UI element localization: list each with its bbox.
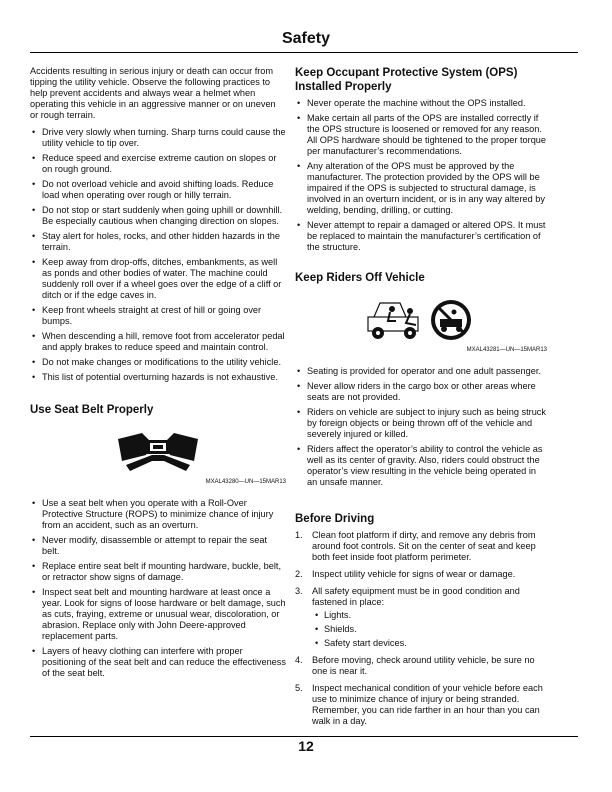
list-item: • Make certain all parts of the OPS are installed correctly if the OPS structure is loosened or removed for any reason. All OPS hardware should be tightened to the proper torque per manufacturer’s recommendations. (295, 113, 547, 157)
seatbelt-illustration (116, 425, 200, 475)
ops-bullet-list (295, 98, 547, 253)
list-item: • Do not overload vehicle and avoid shifting loads. Reduce load when operating over rough or hilly terrain. (30, 179, 286, 201)
riders-heading: Keep Riders Off Vehicle (295, 272, 425, 284)
list-item (295, 586, 547, 649)
list-item: • Riders affect the operator’s ability to control the vehicle as well as its center of gravity. Also, riders could obstruct the operator’s view resulting in the vehicle being operated in an unsafe manner. (295, 444, 547, 488)
list-item: • Any alteration of the OPS must be approved by the manufacturer. The protection provided by the OPS will be impaired if the OPS is subjected to structural damage, is involved in an overturn incident, or is in any way altered by welding, bending, drilling, or cutting. (295, 161, 547, 216)
step-number: 3. (295, 586, 303, 596)
list-item: • Reduce speed and exercise extreme caution on slopes or on rough ground. (30, 153, 286, 175)
step-number: 2. (295, 569, 303, 579)
list-item: • Stay alert for holes, rocks, and other hidden hazards in the terrain. (30, 231, 286, 253)
seatbelt-figure-caption: MXAL43280—UN—15MAR13 (205, 479, 286, 485)
step-text: Before moving, check around utility vehicle, be sure no one is near it. (312, 655, 535, 676)
list-item: • Do not stop or start suddenly when going uphill or downhill. Be especially cautious when changing direction on slopes. (30, 205, 286, 227)
page-title: Safety (281, 30, 331, 47)
step-text: Inspect mechanical condition of your vehicle before each use to minimize chance of injury or being stranded. Remember, you can ride farther in an hour than you can walk in a day. (312, 683, 543, 726)
safety-equipment-list (312, 610, 547, 649)
list-item: • Drive very slowly when turning. Sharp turns could cause the utility vehicle to tip over. (30, 127, 286, 149)
step-text: Inspect utility vehicle for signs of wear or damage. (312, 569, 516, 579)
riders-illustration (366, 297, 476, 343)
list-item: • Riders on vehicle are subject to injury such as being struck by foreign objects or being thrown off of the vehicle and severely injured or killed. (295, 407, 547, 440)
seatbelt-bullet-list (30, 498, 286, 679)
before-driving-steps (295, 530, 547, 727)
before-driving-heading: Before Driving (295, 513, 375, 525)
header-rule (30, 52, 578, 53)
overturn-bullet-list (30, 127, 286, 383)
list-item (295, 530, 547, 563)
list-item: • Use a seat belt when you operate with a Roll-Over Protective Structure (ROPS) to minimize chance of injury from an accident, such as an overturn. (30, 498, 286, 531)
list-item: • Layers of heavy clothing can interfere with proper positioning of the seat belt and can reduce the effectiveness of the seat belt. (30, 646, 286, 679)
list-item (295, 655, 547, 677)
list-item: • Never operate the machine without the OPS installed. (295, 98, 547, 109)
step-number: 4. (295, 655, 303, 665)
seatbelt-heading: Use Seat Belt Properly (30, 404, 154, 416)
footer-rule (30, 736, 578, 737)
right-column (295, 66, 547, 733)
list-item: • Lights. (312, 610, 547, 621)
list-item: • Never modify, disassemble or attempt to repair the seat belt. (30, 535, 286, 557)
riders-figure-caption: MXAL43281—UN—15MAR13 (466, 347, 547, 353)
list-item: • Do not make changes or modifications to the utility vehicle. (30, 357, 286, 368)
list-item: • Inspect seat belt and mounting hardware at least once a year. Look for signs of loose hardware or belt damage, such as cuts, fraying, extreme or unusual wear, discoloration, or abrasion. Replace only with John Deere-approved replacement parts. (30, 587, 286, 642)
list-item (295, 569, 547, 580)
list-item: • Replace entire seat belt if mounting hardware, buckle, belt, or retractor show signs of damage. (30, 561, 286, 583)
step-number: 5. (295, 683, 303, 693)
list-item: • Keep away from drop-offs, ditches, embankments, as well as ponds and other bodies of water. The machine could suddenly roll over if a wheel goes over the edge of a cliff or ditch or if the edge caves in. (30, 257, 286, 301)
list-item: • Never attempt to repair a damaged or altered OPS. It must be replaced to maintain the manufacturer’s certification of the structure. (295, 220, 547, 253)
list-item: • Shields. (312, 624, 547, 635)
riders-bullet-list (295, 366, 547, 488)
list-item: • This list of potential overturning hazards is not exhaustive. (30, 372, 286, 383)
list-item (295, 683, 547, 727)
page-number: 12 (298, 738, 314, 754)
list-item: • Never allow riders in the cargo box or other areas where seats are not provided. (295, 381, 547, 403)
left-column (30, 66, 286, 683)
list-item: • Seating is provided for operator and one adult passenger. (295, 366, 547, 377)
step-text: Clean foot platform if dirty, and remove any debris from around foot controls. Sit on the center of seat and keep both feet inside foot platform perimeter. (312, 530, 536, 562)
list-item: • Safety start devices. (312, 638, 547, 649)
overturn-intro: Accidents resulting in serious injury or death can occur from tipping the utility vehicle. Observe the following practices to help prevent accidents and always wear a helmet when operating this vehicle in an aggressive manner or on uneven or rough terrain. (30, 66, 276, 120)
step-text: All safety equipment must be in good condition and fastened in place: (312, 586, 520, 607)
list-item: • Keep front wheels straight at crest of hill or going over bumps. (30, 305, 286, 327)
list-item: • When descending a hill, remove foot from accelerator pedal and apply brakes to reduce speed and maintain control. (30, 331, 286, 353)
step-number: 1. (295, 530, 303, 540)
ops-heading: Keep Occupant Protective System (OPS) Installed Properly (295, 67, 518, 93)
